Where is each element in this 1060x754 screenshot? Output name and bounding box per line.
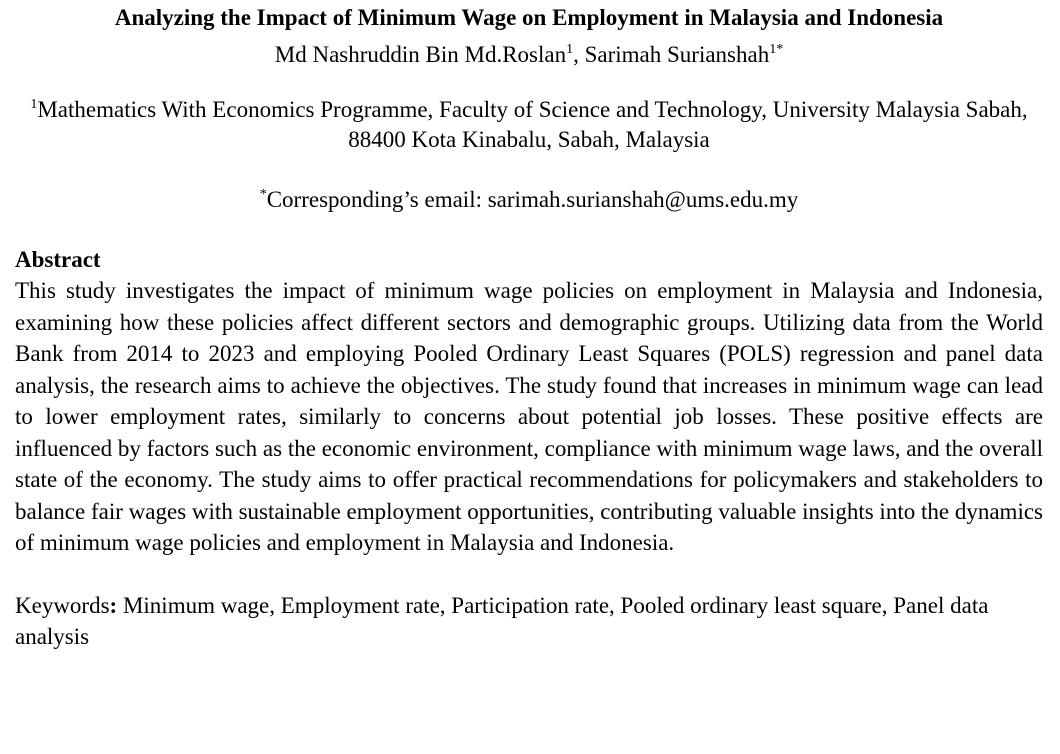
author-name: Sarimah Surianshah — [584, 42, 770, 67]
keywords-text: Minimum wage, Employment rate, Participation rate, Pooled ordinary least square, Panel data analysis — [15, 592, 989, 649]
abstract-heading: Abstract — [15, 247, 101, 272]
affiliation-text: Mathematics With Economics Programme, Faculty of Science and Technology, University Malaysia Sabah, 88400 Kota Kinabalu, Sabah, Malaysia — [37, 97, 1028, 152]
abstract-text: This study investigates the impact of minimum wage policies on employment in Malaysia and Indonesia, examining how these policies affect different sectors and demographic groups. Utilizing data from the World Bank from 2014 to 2023 and employing Pooled Ordinary Least Squares (POLS) regression and panel data analysis, the research aims to achieve the objectives. The study found that increases in minimum wage can lead to lower employment rates, similarly to concerns about potential job losses. These positive effects are influenced by factors such as the economic environment, compliance with minimum wage laws, and the overall state of the economy. The study aims to offer practical recommendations for policymakers and stakeholders to balance fair wages with sustainable employment opportunities, contributing valuable insights into the dynamics of minimum wage policies and employment in Malaysia and Indonesia. — [15, 278, 1043, 555]
correspondence-label: Corresponding’s email: — [266, 187, 488, 212]
paper-title: Analyzing the Impact of Minimum Wage on Employment in Malaysia and Indonesia — [114, 5, 944, 30]
paper-page — [15, 0, 1043, 653]
author-name: Md Nashruddin Bin Md.Roslan — [274, 42, 567, 67]
affiliation-marker: 1 — [30, 97, 38, 112]
keywords-label: Keywords — [15, 592, 110, 618]
correspondence-marker: * — [259, 187, 267, 202]
author-affiliation-marker: 1* — [769, 42, 784, 57]
correspondence-email[interactable]: sarimah.surianshah@ums.edu.my — [487, 187, 799, 212]
author-list — [15, 40, 1043, 70]
keywords-colon: : — [109, 592, 118, 618]
keywords — [15, 590, 1043, 653]
author-affiliation-marker: 1 — [566, 42, 574, 57]
affiliation — [15, 95, 1043, 155]
correspondence — [15, 185, 1043, 215]
author-separator: , — [573, 42, 585, 67]
